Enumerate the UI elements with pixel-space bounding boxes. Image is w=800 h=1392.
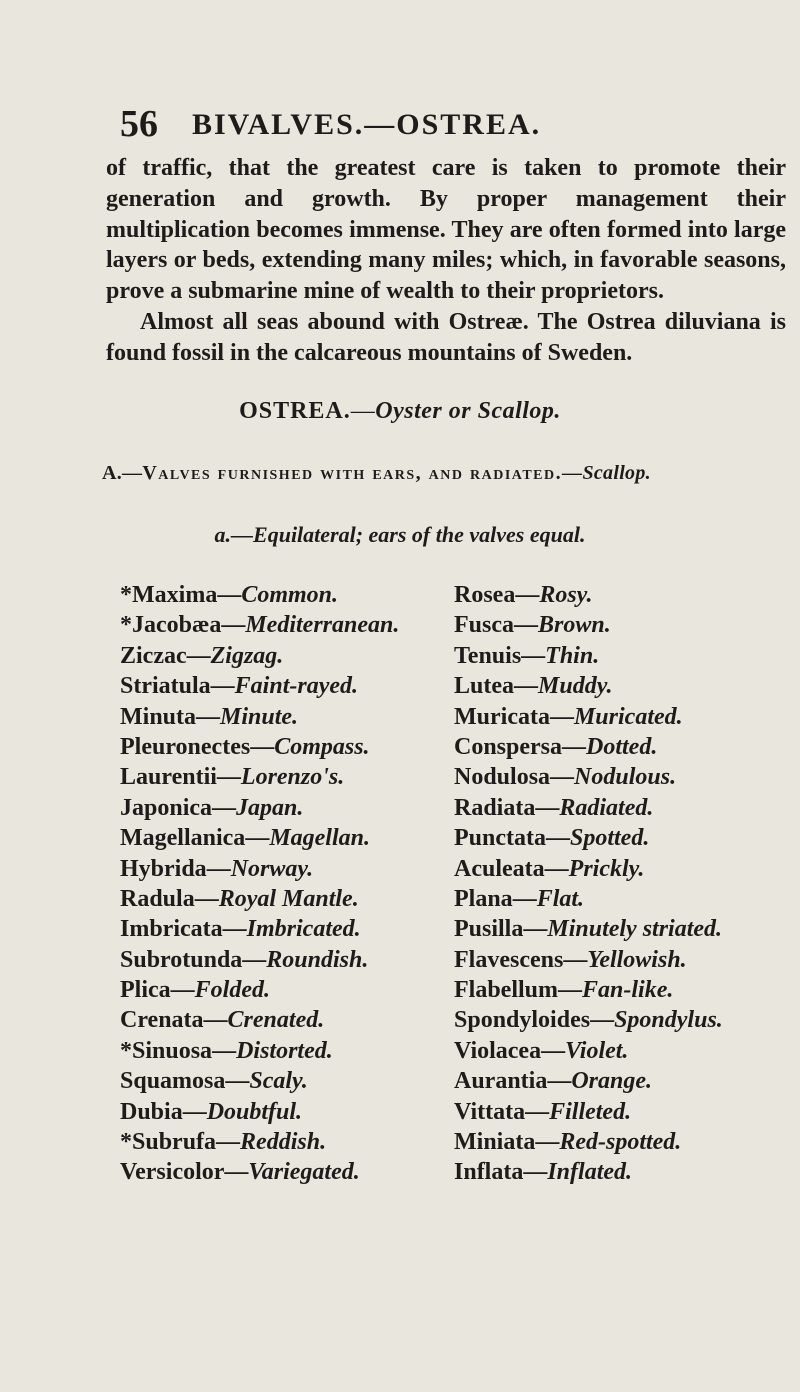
species-separator: —: [242, 946, 267, 973]
species-entry: [454, 884, 723, 914]
species-english-name: Inflated.: [547, 1159, 633, 1186]
species-english-name: Faint-rayed.: [234, 673, 358, 700]
page-number: 56: [120, 103, 158, 145]
species-separator: —: [194, 885, 219, 912]
species-latin-name: Tenuis: [454, 642, 522, 669]
genus-common-name: Oyster or Scallop.: [375, 398, 561, 424]
species-separator: —: [562, 733, 587, 760]
species-latin-name: Subrotunda: [120, 946, 243, 973]
species-english-name: Dotted.: [586, 733, 658, 760]
species-entry: [120, 610, 399, 640]
species-entry: [454, 671, 723, 701]
species-latin-name: Punctata: [454, 825, 546, 852]
species-english-name: Folded.: [194, 977, 270, 1004]
species-separator: —: [212, 1037, 237, 1064]
species-latin-name: Imbricata: [120, 916, 223, 943]
species-english-name: Japan.: [236, 794, 304, 821]
species-latin-name: Spondyloides: [454, 1007, 591, 1034]
species-separator: —: [514, 612, 538, 639]
species-english-name: Reddish.: [240, 1129, 327, 1156]
species-entry: [454, 702, 723, 732]
species-english-name: Yellowish.: [587, 946, 687, 973]
species-english-name: Doubtful.: [206, 1098, 303, 1125]
species-entry: [454, 945, 723, 975]
species-latin-name: Flavescens: [454, 946, 564, 973]
genus-name: OSTREA.: [239, 398, 351, 424]
species-latin-name: *Jacobæa: [120, 612, 222, 639]
species-latin-name: Nodulosa: [454, 764, 551, 791]
species-english-name: Roundish.: [266, 946, 369, 973]
species-separator: —: [514, 673, 538, 700]
species-latin-name: Lutea: [454, 673, 514, 700]
species-latin-name: Laurentii: [120, 764, 217, 791]
species-entry: [120, 580, 399, 610]
species-english-name: Scaly.: [249, 1068, 308, 1095]
species-english-name: Royal Mantle.: [218, 885, 359, 912]
species-entry: [120, 793, 399, 823]
species-entry: [454, 1157, 723, 1187]
species-entry: [120, 884, 399, 914]
species-entry: [454, 823, 723, 853]
species-separator: —: [549, 703, 574, 730]
species-english-name: Distorted.: [236, 1037, 333, 1064]
species-separator: —: [546, 825, 570, 852]
species-separator: —: [523, 916, 548, 943]
species-entry: [120, 945, 399, 975]
species-separator: —: [186, 642, 211, 669]
species-entry: [120, 914, 399, 944]
species-english-name: Brown.: [538, 612, 611, 639]
species-english-name: Muricated.: [573, 703, 683, 730]
species-latin-name: Plica: [120, 977, 171, 1004]
species-latin-name: Japonica: [120, 794, 213, 821]
genus-heading: [0, 398, 800, 425]
species-entry: [120, 1127, 399, 1157]
species-latin-name: *Subrufa: [120, 1129, 217, 1156]
species-latin-name: Crenata: [120, 1007, 204, 1034]
species-entry: [454, 854, 723, 884]
species-latin-name: Magellanica: [120, 825, 246, 852]
species-english-name: Spotted.: [570, 825, 650, 852]
species-english-name: Imbricated.: [246, 916, 361, 943]
species-entry: [120, 823, 399, 853]
species-entry: [120, 671, 399, 701]
species-entry: [454, 1097, 723, 1127]
subsection-common: —Scallop.: [562, 462, 651, 484]
species-separator: —: [512, 885, 537, 912]
species-latin-name: Versicolor: [120, 1159, 225, 1186]
species-english-name: Thin.: [545, 642, 600, 669]
species-english-name: Norway.: [230, 855, 314, 882]
species-entry: [454, 1005, 723, 1035]
species-english-name: Rosy.: [539, 582, 593, 608]
species-english-name: Minute.: [220, 703, 299, 730]
species-latin-name: Pleuronectes: [120, 733, 251, 760]
species-entry: [454, 1066, 723, 1096]
species-english-name: Red-spotted.: [559, 1129, 682, 1156]
species-separator: —: [521, 642, 546, 669]
species-separator: —: [544, 855, 569, 882]
species-separator: —: [206, 855, 231, 882]
species-entry: [454, 580, 723, 610]
species-english-name: Radiated.: [559, 794, 654, 821]
species-latin-name: *Maxima: [120, 582, 218, 608]
species-entry: [120, 702, 399, 732]
subsection-letter: A.—: [102, 462, 143, 484]
species-separator: —: [550, 764, 575, 791]
paragraph-continuation: of traffic, that the greatest care is taken to promote their generation and growth. By proper management their multiplication becomes immense. They are often formed into large layers or beds, extending many miles; which, in favorable seasons, prove a submarine mine of wealth to their proprietors.: [106, 155, 786, 305]
species-entry: [120, 1036, 399, 1066]
species-entry: [120, 1066, 399, 1096]
species-latin-name: Muricata: [454, 703, 550, 730]
species-latin-name: Violacea: [454, 1037, 542, 1064]
species-entry: [120, 975, 399, 1005]
species-entry: [454, 975, 723, 1005]
species-entry: [120, 854, 399, 884]
species-latin-name: Pusilla: [454, 916, 524, 943]
species-entry: [454, 914, 723, 944]
species-separator: —: [216, 1129, 241, 1156]
species-entry: [120, 1097, 399, 1127]
species-separator: —: [563, 946, 588, 973]
page-header: [120, 102, 760, 152]
species-english-name: Minutely striated.: [547, 916, 723, 943]
species-latin-name: Ziczac: [120, 642, 187, 669]
species-entry: [454, 793, 723, 823]
species-latin-name: Radula: [120, 885, 195, 912]
species-latin-name: Squamosa: [120, 1068, 226, 1095]
species-separator: —: [245, 825, 270, 852]
species-entry: [454, 1036, 723, 1066]
species-separator: —: [558, 977, 583, 1004]
species-english-name: Crenated.: [227, 1007, 325, 1034]
species-latin-name: *Sinuosa: [120, 1037, 213, 1064]
species-separator: —: [217, 582, 242, 608]
species-latin-name: Plana: [454, 885, 513, 912]
species-separator: —: [224, 1159, 249, 1186]
species-latin-name: Hybrida: [120, 855, 207, 882]
species-english-name: Mediterranean.: [245, 612, 400, 639]
running-head: BIVALVES.—OSTREA.: [192, 108, 542, 141]
species-separator: —: [196, 703, 221, 730]
species-entry: [120, 732, 399, 762]
species-separator: —: [210, 673, 235, 700]
species-separator: —: [212, 794, 237, 821]
subsection-heading: [102, 462, 792, 485]
species-entry: [120, 1005, 399, 1035]
species-separator: —: [225, 1068, 250, 1095]
species-english-name: Muddy.: [538, 673, 613, 700]
division-heading: a.—Equilateral; ears of the valves equal.: [214, 522, 586, 547]
species-separator: —: [515, 582, 540, 608]
species-latin-name: Dubia: [120, 1098, 183, 1125]
species-english-name: Fan-like.: [582, 977, 674, 1004]
species-latin-name: Flabellum: [454, 977, 559, 1004]
species-entry: [120, 641, 399, 671]
species-entry: [454, 610, 723, 640]
paragraph-ostreae: Almost all seas abound with Ostreæ. The Ostrea diluviana is found fossil in the calcareous mountains of Sweden.: [106, 308, 786, 366]
species-separator: —: [222, 916, 247, 943]
species-english-name: Variegated.: [248, 1159, 360, 1186]
species-english-name: Common.: [241, 582, 339, 608]
species-separator: —: [221, 612, 246, 639]
species-latin-name: Rosea: [454, 582, 516, 608]
genus-dash: —: [350, 398, 376, 424]
species-separator: —: [203, 1007, 228, 1034]
species-latin-name: Miniata: [454, 1129, 536, 1156]
subsection-text: Valves furnished with ears, and radiated.: [142, 462, 563, 484]
species-latin-name: Aculeata: [454, 855, 545, 882]
species-entry: [454, 762, 723, 792]
species-entry: [454, 1127, 723, 1157]
species-entry: [454, 641, 723, 671]
species-column-right: [454, 580, 723, 1188]
species-latin-name: Radiata: [454, 794, 536, 821]
species-entry: [120, 1157, 399, 1187]
species-english-name: Prickly.: [568, 855, 645, 882]
species-entry: [120, 762, 399, 792]
species-separator: —: [216, 764, 241, 791]
species-separator: —: [535, 794, 560, 821]
species-english-name: Flat.: [536, 885, 585, 912]
species-english-name: Filleted.: [549, 1098, 632, 1125]
species-english-name: Violet.: [565, 1037, 629, 1064]
species-entry: [454, 732, 723, 762]
species-latin-name: Striatula: [120, 673, 211, 700]
species-separator: —: [170, 977, 195, 1004]
species-english-name: Compass.: [274, 733, 370, 760]
species-separator: —: [523, 1159, 548, 1186]
species-english-name: Zigzag.: [210, 642, 284, 669]
species-separator: —: [535, 1129, 560, 1156]
species-english-name: Orange.: [571, 1068, 653, 1095]
species-english-name: Magellan.: [269, 825, 370, 852]
species-latin-name: Vittata: [454, 1098, 526, 1125]
species-separator: —: [590, 1007, 615, 1034]
species-separator: —: [541, 1037, 566, 1064]
species-separator: —: [250, 733, 275, 760]
species-latin-name: Aurantia: [454, 1068, 548, 1095]
species-separator: —: [525, 1098, 550, 1125]
species-latin-name: Conspersa: [454, 733, 563, 760]
species-latin-name: Minuta: [120, 703, 197, 730]
species-separator: —: [182, 1098, 207, 1125]
species-english-name: Nodulous.: [574, 764, 677, 791]
species-english-name: Lorenzo's.: [240, 764, 345, 791]
species-english-name: Spondylus.: [614, 1007, 723, 1034]
species-column-left: [120, 580, 399, 1188]
species-separator: —: [547, 1068, 572, 1095]
species-latin-name: Inflata: [454, 1159, 524, 1186]
species-latin-name: Fusca: [454, 612, 514, 639]
intro-text: [106, 153, 786, 369]
